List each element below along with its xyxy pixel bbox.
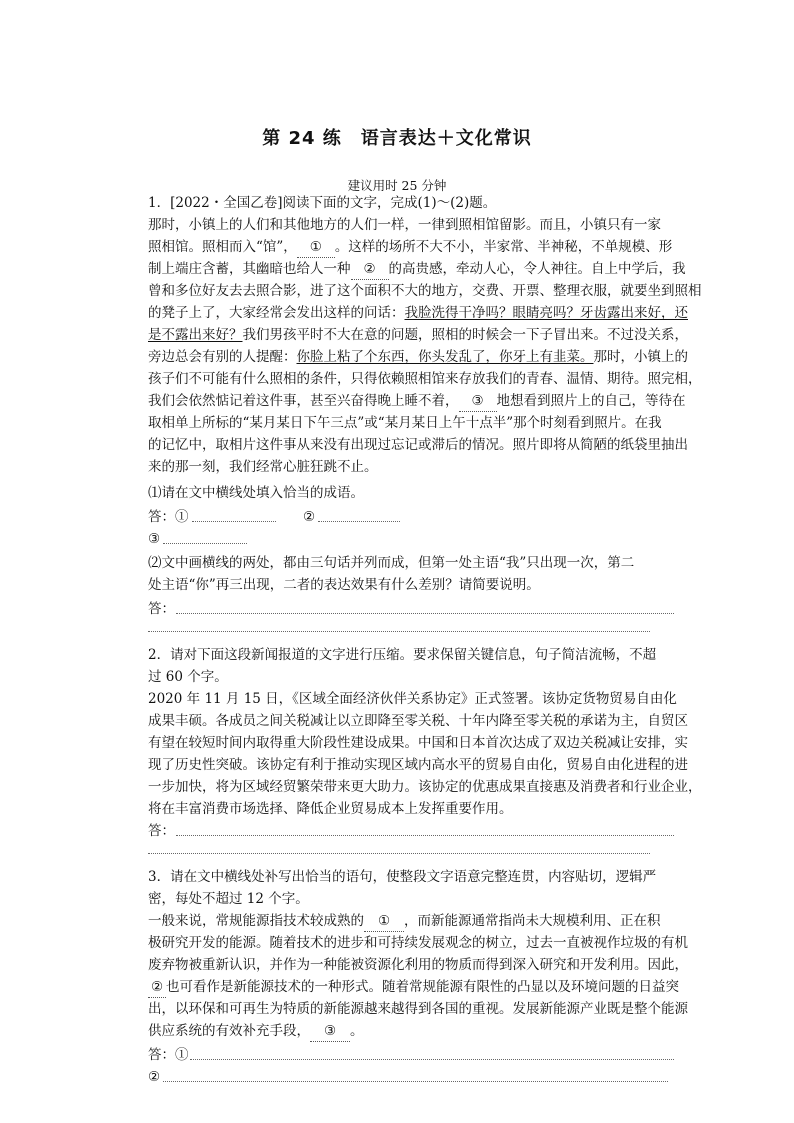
q3-para-4: ② 也可看作是新能源技术的一种形式。随着常规能源有限性的凸显以及环境问题的日益突 [148,977,679,998]
q1-sub2-answer-line-2[interactable] [148,631,650,632]
q3-blank-2: ② [148,977,166,998]
q3-prompt-2: 密，每处不超过 12 个字。 [148,891,309,907]
q3-blank-3: ③ [310,1021,350,1042]
q2-para-6: 将在丰富消费市场选择、降低企业贸易成本上发挥重要作用。 [148,801,513,817]
blank-3: ③ [459,391,497,412]
q1-sub2-answer-line-1[interactable] [176,613,674,614]
q1-line-5: 的凳子上了，大家经常会发出这样的问话：我脸洗得干净吗？眼睛亮吗？牙齿露出来好，还 [148,305,688,321]
q1-answer-label-3: ③ [148,531,161,547]
q1-line-8: 孩子们不可能有什么照相的条件，只得依赖照相馆来存放我们的青春、温情、期待。照完相， [148,371,702,387]
q1-line-1: 那时，小镇上的人们和其他地方的人们一样，一律到照相馆留影。而且，小镇只有一家 [148,217,661,233]
q2-prompt-1: 2．请对下面这段新闻报道的文字进行压缩。要求保留关键信息，句子简洁流畅，不超 [148,647,657,663]
q1-sub1: ⑴请在文中横线处填入恰当的成语。 [148,485,364,501]
q3-para-3: 废弃物被重新认识，并作为一种能被资源化利用的物质而得到深入研究和开发利用。因此， [148,957,688,973]
underlined-passage-2: 你脸上粘了个东西，你头发乱了，你牙上有韭菜。 [296,349,594,365]
blank-1: ① [297,237,335,258]
q2-para-3: 有望在较短时间内取得重大阶段性建设成果。中国和日本首次达成了双边关税减让安排，实 [148,735,688,751]
page-title: 第 24 练 语言表达＋文化常识 [262,128,532,149]
q1-line-2: 照相馆。照相而入“馆”， ① 。这样的场所不大不小，半家常、半神秘，不单规模、形 [148,237,672,258]
q1-line-4: 曾和多位好友去去照合影，进了这个面积不大的地方，交费、开票、整理衣服，就要坐到照相 [148,283,702,299]
q3-para-2: 极研究开发的能源。随着技术的进步和可持续发展观念的树立，过去一直被视作垃圾的有机 [148,935,688,951]
q3-para-6: 供应系统的有效补充手段， ③ 。 [148,1021,364,1042]
q1-answer-label-2: ② [303,509,316,525]
q1-sub2-answer-label: 答： [148,601,175,617]
q1-line-11: 的记忆中，取相片这件事从来没有出现过忘记或滞后的情况。照片即将从简陋的纸袋里抽出 [148,437,688,453]
q3-blank-1: ① [364,911,404,932]
q1-line-9: 我们会依然惦记着这件事，甚至兴奋得晚上睡不着， ③ 地想看到照片上的自己，等待在 [148,391,686,412]
q3-prompt-1: 3．请在文中横线处补写出恰当的语句，使整段文字语意完整连贯，内容贴切，逻辑严 [148,869,657,885]
q2-para-1: 2020 年 11 月 15 日，《区域全面经济伙伴关系协定》正式签署。该协定货物贸易自由化 [148,691,677,707]
q3-answer-row-1: 答：① [148,1047,189,1063]
underlined-passage-1b: 是不露出来好？ [148,327,243,343]
q1-line-10: 取相单上所标的“某月某日下午三点”或“某月某日上午十点半”那个时刻看到照片。在我 [148,415,662,431]
q2-prompt-2: 过 60 个字。 [148,669,228,685]
q1-answer-row-1: 答：① [148,509,189,525]
q1-sub2-line-2: 处主语“你”再三出现，二者的表达效果有什么差别？请简要说明。 [148,577,540,593]
q3-answer-line-2[interactable] [163,1081,668,1082]
time-suggestion: 建议用时 25 分钟 [347,178,447,193]
q1-line-7: 旁边总会有别的人提醒：你脸上粘了个东西，你头发乱了，你牙上有韭菜。那时，小镇上的 [148,349,688,365]
underlined-passage-1: 我脸洗得干净吗？眼睛亮吗？牙齿露出来好，还 [404,305,688,321]
q3-answer-label-2: ② [148,1069,161,1085]
q1-line-12: 来的那一刻，我们经常心脏狂跳不止。 [148,459,378,475]
q1-line-3: 制上端庄含蓄，其幽暗也给人一种 ② 的高贵感，牵动人心，令人神往。自上中学后，我 [148,259,686,280]
q2-answer-line-2[interactable] [148,853,650,854]
q2-para-5: 一步加快，将为区域经贸繁荣带来更大助力。该协定的优惠成果直接惠及消费者和行业企业， [148,779,702,795]
blank-2: ② [351,259,389,280]
q2-answer-line-1[interactable] [176,835,674,836]
q2-para-2: 成果丰硕。各成员之间关税减让以立即降至零关税、十年内降至零关税的承诺为主，自贸区 [148,713,688,729]
q1-line-6: 是不露出来好？我们男孩平时不大在意的问题，照相的时候会一下子冒出来。不过没关系， [148,327,688,343]
q2-answer-label: 答： [148,823,175,839]
q3-answer-line-1[interactable] [190,1059,674,1060]
answer-blank-3[interactable] [163,543,247,544]
q1-header: 1．[2022・全国乙卷]阅读下面的文字，完成(1)～(2)题。 [148,195,497,211]
q2-para-4: 现了历史性突破。该协定有利于推动实现区域内高水平的贸易自由化，贸易自由化进程的进 [148,757,688,773]
q1-sub2-line-1: ⑵文中画横线的两处，都由三句话并列而成，但第一处主语“我”只出现一次，第二 [148,555,635,571]
q3-para-1: 一般来说，常规能源指技术较成熟的 ① ，而新能源通常指尚未大规模利用、正在积 [148,911,661,932]
answer-blank-2[interactable] [318,521,400,522]
q3-para-5: 出，以环保和可再生为特质的新能源越来越得到各国的重视。发展新能源产业既是整个能源 [148,1001,688,1017]
answer-blank-1[interactable] [192,521,276,522]
